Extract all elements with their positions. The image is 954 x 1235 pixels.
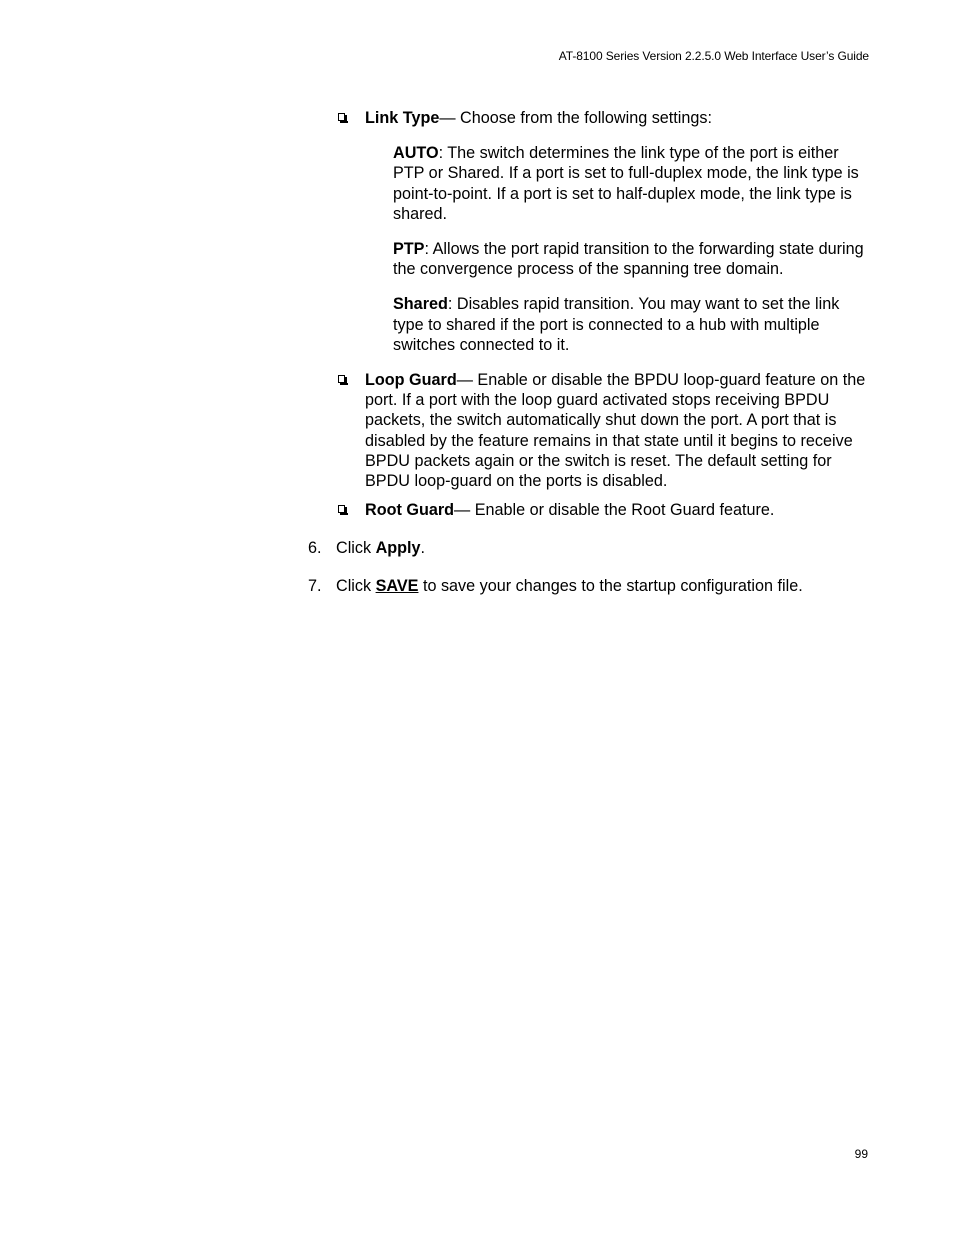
loop-guard-description: — Enable or disable the BPDU loop-guard feature on the port. If a port with the loop guard activated stops receiving BPDU packets, the switch automatically shut down the port. A port that is disabled by the feature remains in that state until it begins to receive BPDU packets again or the switch is reset. The default setting for BPDU loop-guard on the ports is disabled.: [365, 371, 866, 491]
step-7-suffix: to save your changes to the startup configuration file.: [418, 576, 803, 595]
bullet-loop-guard-text: [365, 370, 873, 491]
bullet-link-type: [308, 108, 873, 128]
link-type-description: — Choose from the following settings:: [439, 109, 712, 127]
checkbox-bullet-icon: [338, 113, 345, 121]
step-7-prefix: Click: [336, 576, 376, 595]
checkbox-bullet-icon: [338, 505, 345, 513]
document-body: [308, 108, 873, 613]
step-7: [308, 576, 873, 596]
root-guard-term: Root Guard: [365, 501, 455, 520]
step-6-suffix: .: [420, 539, 426, 558]
steps-list: [308, 538, 873, 595]
step-6-prefix: Click: [336, 539, 376, 558]
option-shared: [308, 294, 873, 355]
option-ptp-term: PTP: [393, 240, 425, 259]
link-type-options: [308, 143, 873, 355]
root-guard-description: — Enable or disable the Root Guard feature.: [454, 501, 775, 520]
step-6: [308, 538, 873, 558]
option-ptp-text: : Allows the port rapid transition to the forwarding state during the convergence process of the spanning tree domain.: [393, 240, 864, 279]
bullet-loop-guard: [308, 370, 873, 491]
option-auto: [308, 143, 873, 224]
bullet-link-type-text: [365, 108, 873, 128]
step-6-apply: Apply: [375, 539, 421, 558]
checkbox-bullet-icon: [338, 375, 345, 383]
link-type-term: Link Type: [365, 109, 440, 127]
step-7-number: 7.: [308, 576, 322, 595]
option-shared-term: Shared: [393, 295, 448, 314]
page-number: 99: [854, 1147, 868, 1161]
bullet-root-guard-text: [365, 500, 873, 520]
loop-guard-term: Loop Guard: [365, 371, 457, 390]
bullet-root-guard: [308, 500, 873, 520]
option-auto-term: AUTO: [393, 144, 439, 163]
option-ptp: [308, 239, 873, 279]
step-6-number: 6.: [308, 539, 322, 558]
step-7-save-link[interactable]: SAVE: [375, 576, 419, 595]
option-shared-text: : Disables rapid transition. You may want to set the link type to shared if the port is connected to a hub with multiple switches connected to it.: [393, 295, 840, 354]
running-header: AT-8100 Series Version 2.2.5.0 Web Interface User’s Guide: [558, 49, 869, 63]
option-auto-text: : The switch determines the link type of the port is either PTP or Shared. If a port is set to full-duplex mode, the link type is point-to-point. If a port is set to half-duplex mode, the link type is shared.: [393, 144, 859, 223]
